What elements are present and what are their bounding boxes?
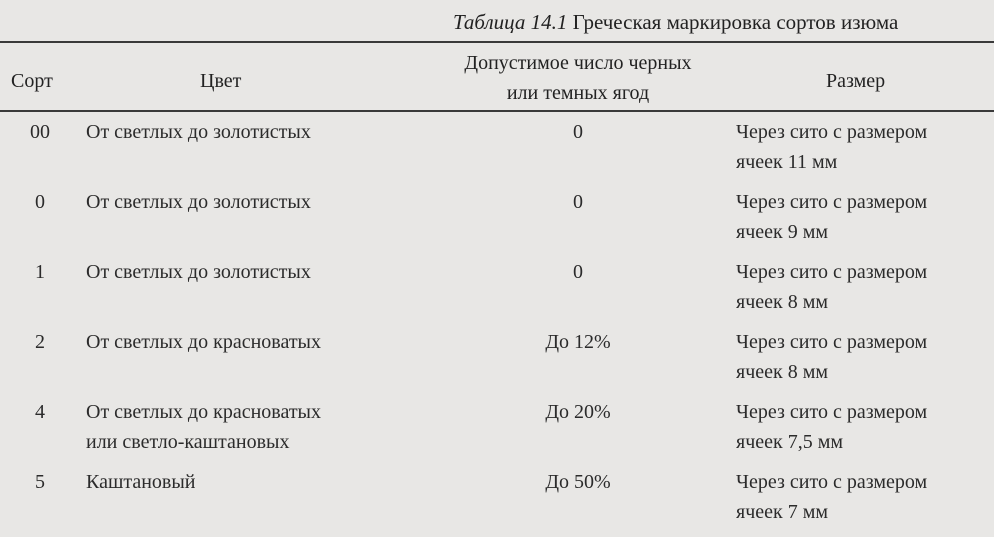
- cell-color: От светлых до золотистых: [86, 261, 311, 283]
- table-row: [0, 397, 994, 467]
- cell-allowed: До 12%: [545, 331, 611, 353]
- cell-allowed: 0: [573, 121, 583, 143]
- cell-allowed: До 50%: [545, 471, 611, 493]
- table-row: [0, 327, 994, 397]
- cell-allowed: 0: [573, 261, 583, 283]
- table-row: [0, 257, 994, 327]
- cell-size: Через сито с размером ячеек 8 мм: [736, 331, 928, 383]
- cell-sort: 5: [35, 471, 45, 493]
- cell-allowed: 0: [573, 191, 583, 213]
- cell-sort: 2: [35, 331, 45, 353]
- table-row: [0, 117, 994, 187]
- cell-size: Через сито с размером ячеек 11 мм: [736, 121, 928, 173]
- table-caption-title: Греческая маркировка сортов изюма: [567, 10, 899, 34]
- table-caption: [453, 10, 898, 35]
- cell-allowed: До 20%: [545, 401, 611, 423]
- table-row: [0, 467, 994, 537]
- cell-sort: 1: [35, 261, 45, 283]
- cell-size: Через сито с размером ячеек 7,5 мм: [736, 401, 928, 453]
- cell-color: От светлых до золотистых: [86, 191, 311, 213]
- table-top-rule: [0, 41, 994, 43]
- cell-size: Через сито с размером ячеек 7 мм: [736, 471, 928, 523]
- header-allowed-dark-berries: Допустимое число черных или темных ягод: [464, 52, 692, 104]
- cell-color: От светлых до золотистых: [86, 121, 311, 143]
- cell-sort: 00: [30, 121, 50, 143]
- table-header-rule: [0, 110, 994, 112]
- table-row: [0, 187, 994, 257]
- header-color: Цвет: [200, 70, 242, 92]
- cell-color: От светлых до красноватых или светло-каштановых: [86, 401, 321, 453]
- cell-color: Каштановый: [86, 471, 196, 493]
- table-caption-label: Таблица 14.1: [453, 10, 568, 34]
- header-size: Размер: [826, 70, 886, 92]
- header-sort: Сорт: [11, 70, 53, 92]
- cell-sort: 4: [35, 401, 45, 423]
- cell-color: От светлых до красноватых: [86, 331, 321, 353]
- cell-sort: 0: [35, 191, 45, 213]
- cell-size: Через сито с размером ячеек 8 мм: [736, 261, 928, 313]
- cell-size: Через сито с размером ячеек 9 мм: [736, 191, 928, 243]
